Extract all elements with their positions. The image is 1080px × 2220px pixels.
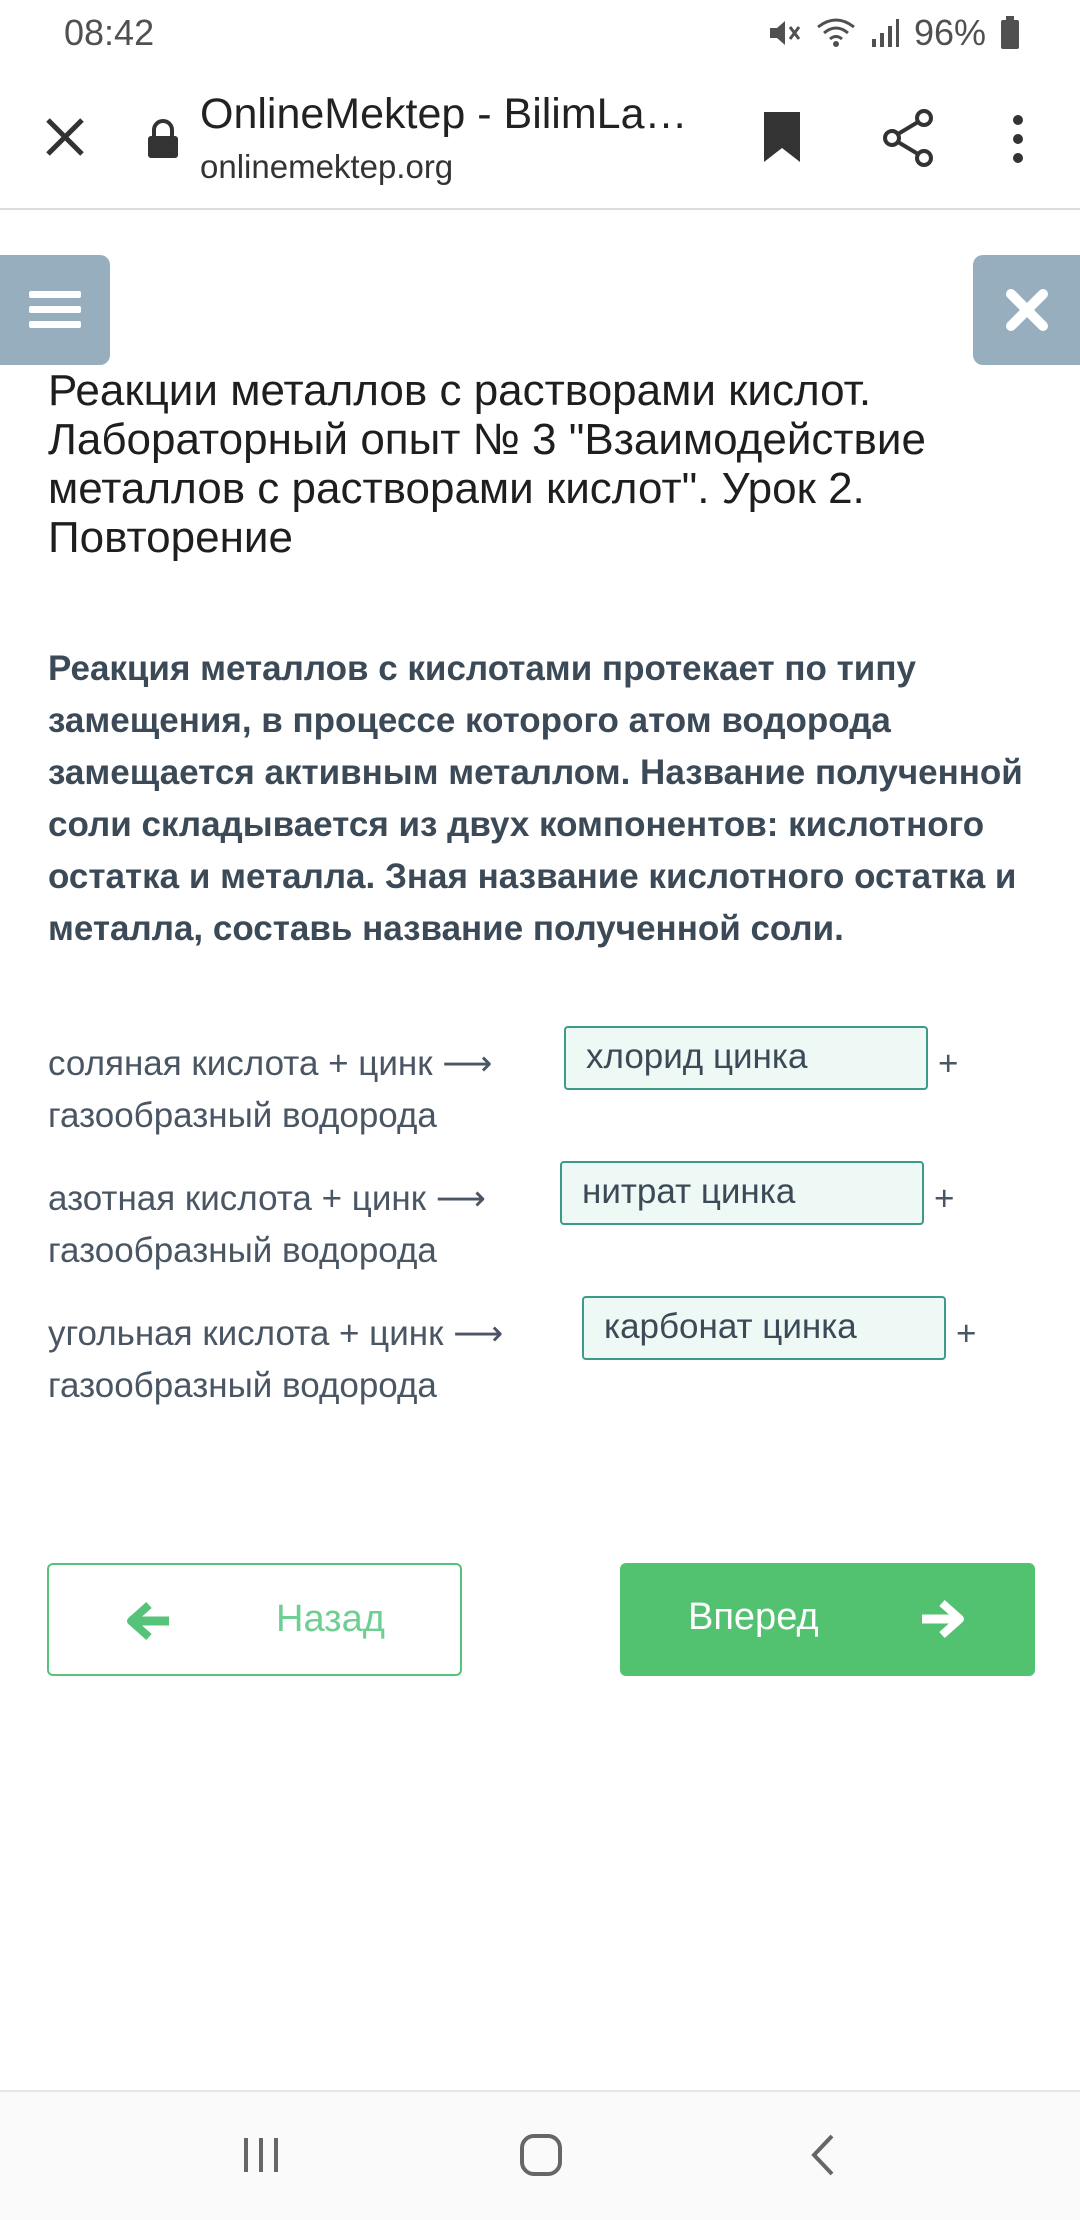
task-instructions: Реакция металлов с кислотами протекает по типу замещения, в процессе которого атом водорода замещается активным металлом. Название полученной соли складывается из двух компонентов: кислотного остатка и металла. Зная название кислотного остатка и металла, составь название полученной соли.: [48, 649, 1023, 948]
answer-field[interactable]: нитрат цинка: [560, 1161, 924, 1225]
equation-left: азотная кислота + цинк ⟶: [48, 1179, 486, 1218]
arrow-left-icon: [127, 1601, 171, 1641]
plus-sign: +: [934, 1179, 955, 1218]
status-icons: [768, 12, 1020, 54]
wifi-icon: [816, 17, 856, 49]
next-button[interactable]: [620, 1563, 1035, 1676]
page-url[interactable]: onlinemektep.org: [200, 148, 454, 185]
home-icon[interactable]: [518, 2132, 564, 2178]
exit-button[interactable]: [973, 255, 1080, 365]
recent-apps-icon[interactable]: [240, 2134, 282, 2176]
browser-toolbar: [0, 70, 1080, 210]
battery-percent: 96%: [913, 12, 986, 53]
share-icon[interactable]: [880, 108, 938, 168]
equation-left: угольная кислота + цинк ⟶: [48, 1314, 504, 1353]
system-nav-bar: [0, 2090, 1080, 2220]
more-vert-icon[interactable]: [1000, 112, 1036, 166]
status-time: 08:42: [64, 12, 155, 53]
signal-icon: [870, 17, 900, 49]
equation-right: газообразный водорода: [48, 1096, 437, 1135]
answer-field[interactable]: карбонат цинка: [582, 1296, 946, 1360]
equation-row: [48, 1038, 1048, 1142]
bookmark-icon[interactable]: [760, 110, 804, 164]
close-icon: [1005, 288, 1049, 332]
hamburger-icon: [29, 289, 81, 331]
back-button[interactable]: [47, 1563, 462, 1676]
plus-sign: +: [938, 1044, 959, 1083]
back-nav-icon[interactable]: [808, 2132, 838, 2178]
equation-right: газообразный водорода: [48, 1366, 437, 1405]
lock-icon: [146, 118, 180, 160]
back-button-label: Назад: [276, 1598, 385, 1640]
next-button-label: Вперед: [688, 1596, 819, 1638]
equation-row: [48, 1308, 1048, 1412]
battery-icon: [1000, 16, 1020, 50]
equation-left: соляная кислота + цинк ⟶: [48, 1044, 493, 1083]
equation-right: газообразный водорода: [48, 1231, 437, 1270]
plus-sign: +: [956, 1314, 977, 1353]
status-bar: [0, 0, 1080, 70]
lesson-title: Реакции металлов с растворами кислот. Лабораторный опыт № 3 "Взаимодействие металлов с растворами кислот". Урок 2. Повторение: [48, 366, 926, 562]
answer-field[interactable]: хлорид цинка: [564, 1026, 928, 1090]
page-title[interactable]: OnlineMektep - BilimLa…: [200, 90, 688, 138]
mute-icon: [768, 17, 802, 49]
arrow-right-icon: [920, 1599, 964, 1639]
equation-row: [48, 1173, 1048, 1277]
menu-button[interactable]: [0, 255, 110, 365]
close-icon[interactable]: [38, 110, 92, 164]
